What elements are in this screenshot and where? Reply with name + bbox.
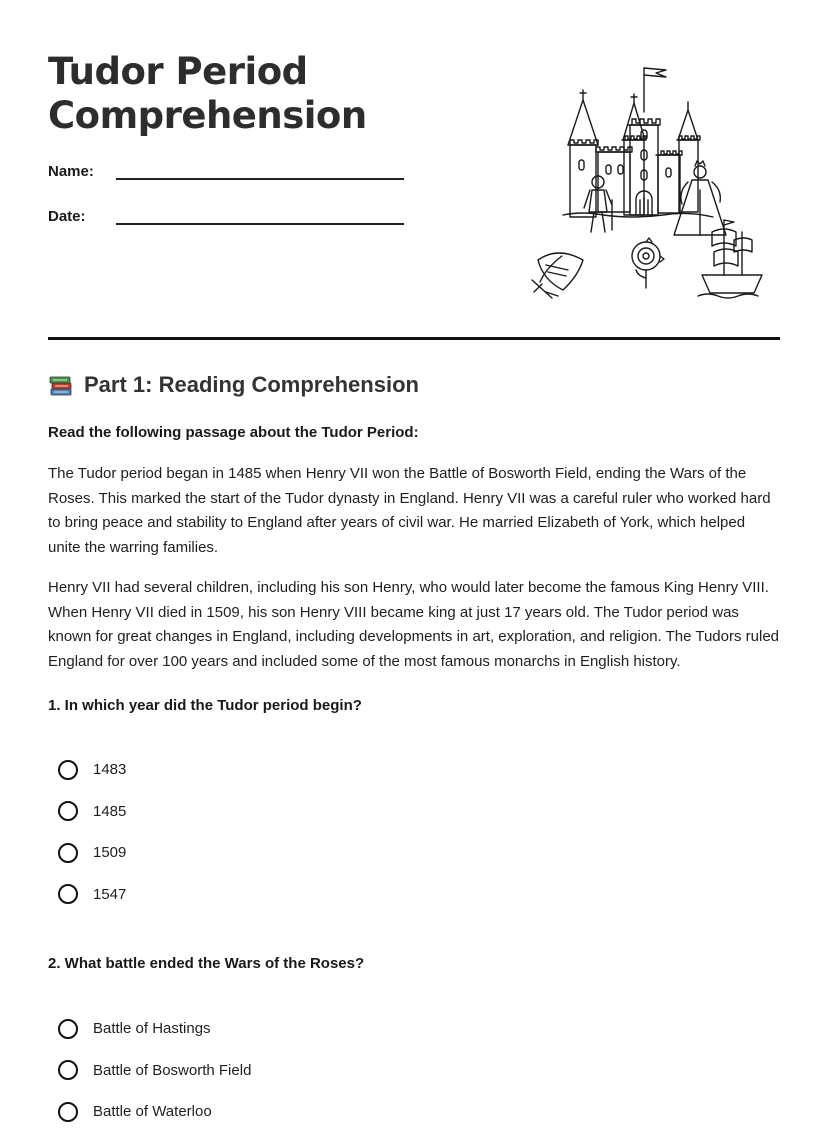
page-title <box>48 50 367 138</box>
option[interactable] <box>58 791 126 833</box>
option[interactable] <box>58 1091 251 1133</box>
option[interactable] <box>58 874 126 916</box>
question-1-options <box>58 749 126 915</box>
queen-icon <box>674 161 726 235</box>
quill-scroll-icon <box>538 253 583 290</box>
radio-button[interactable] <box>58 801 78 821</box>
option-label: 1483 <box>93 761 127 779</box>
radio-button[interactable] <box>58 1019 78 1039</box>
option-label: Battle of Waterloo <box>93 1103 212 1121</box>
date-field <box>48 205 404 225</box>
part-1-title: Part 1: Reading Comprehension <box>84 372 419 397</box>
header-divider <box>48 337 780 340</box>
option-label: 1509 <box>93 844 127 862</box>
option-label: 1485 <box>93 802 127 820</box>
name-field <box>48 160 404 180</box>
name-input-line[interactable] <box>116 160 404 180</box>
name-label: Name: <box>48 163 94 180</box>
option[interactable] <box>58 1008 251 1050</box>
option[interactable] <box>58 832 126 874</box>
date-input-line[interactable] <box>116 205 404 225</box>
question-1: 1. In which year did the Tudor period begin? <box>48 697 362 714</box>
option-label: Battle of Hastings <box>93 1020 211 1038</box>
ship-icon <box>698 220 762 298</box>
radio-button[interactable] <box>58 1102 78 1122</box>
radio-button[interactable] <box>58 1060 78 1080</box>
worksheet-page <box>48 0 780 1121</box>
reading-instruction: Read the following passage about the Tudor Period: <box>48 424 419 441</box>
option[interactable] <box>58 749 126 791</box>
date-label: Date: <box>48 208 86 225</box>
radio-button[interactable] <box>58 843 78 863</box>
sword-icon <box>532 280 558 298</box>
books-icon <box>48 372 74 398</box>
question-2-options <box>58 1008 251 1133</box>
radio-button[interactable] <box>58 760 78 780</box>
passage-paragraph-2: Henry VII had several children, including his son Henry, who would later become the famous King Henry VIII. When Henry VII died in 1509, his son Henry VIII became king at just 17 years old. The Tudor period was known for great changes in England, including developments in art, exploration, and religion. The Tudors ruled England for over 100 years and included some of the most famous monarchs in English history. <box>48 579 780 670</box>
radio-button[interactable] <box>58 884 78 904</box>
option-label: 1547 <box>93 885 127 903</box>
part-1-heading <box>48 372 419 398</box>
question-2: 2. What battle ended the Wars of the Roses? <box>48 955 365 972</box>
passage-paragraph-1: The Tudor period began in 1485 when Henry VII won the Battle of Bosworth Field, ending the Wars of the Roses. This marked the start of the Tudor dynasty in England. Henry VII was a careful ruler who worked hard to bring peace and stability to England after years of civil war. He married Elizabeth of York, which helped unite the warring families. <box>48 465 771 556</box>
tudor-illustration <box>528 60 768 305</box>
option-label: Battle of Bosworth Field <box>93 1061 252 1079</box>
tudor-rose-icon <box>632 238 664 288</box>
title-line-2: Comprehension <box>48 94 367 137</box>
option[interactable] <box>58 1050 251 1092</box>
title-line-1: Tudor Period <box>48 50 308 93</box>
castle-icon <box>563 68 713 217</box>
